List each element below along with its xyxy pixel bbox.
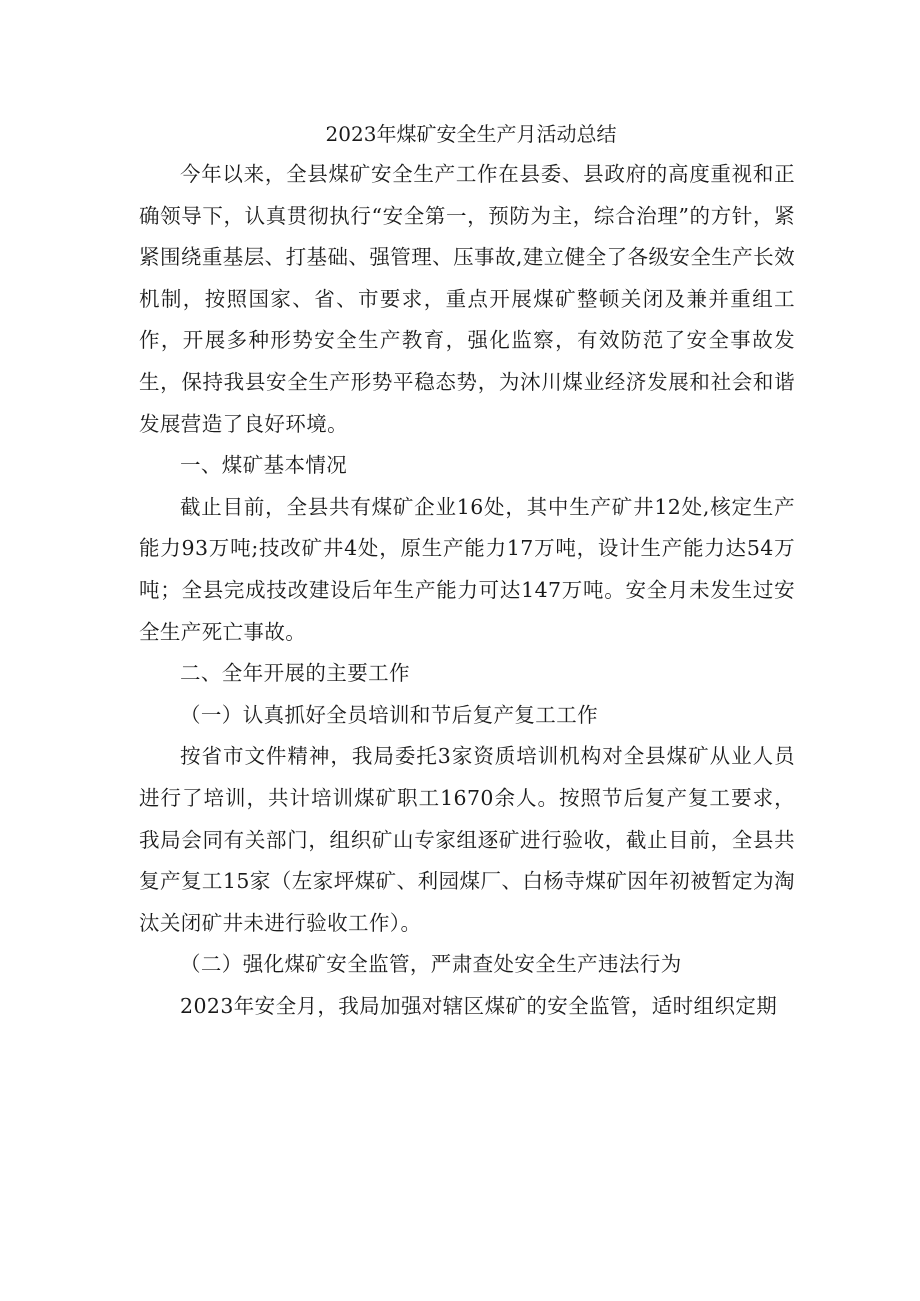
subsection-2-paragraph: 2023年安全月，我局加强对辖区煤矿的安全监管，适时组织定期 xyxy=(180,993,778,1018)
subsection-1-paragraph: 按省市文件精神，我局委托3家资质培训机构对全县煤矿从业人员进行了培训，共计培训煤矿职工1670余人。按照节后复产复工要求，我局会同有关部门，组织矿山专家组逐矿进行验收，截止目前，全县共复产复工15家（左家坪煤矿、利园煤厂、白杨寺煤矿因年初被暂定为淘汰关闭矿井未进行验收工作）。 xyxy=(139,744,795,935)
subsection-heading-1: （一）认真抓好全员培训和节后复产复工工作 xyxy=(180,702,598,727)
section-heading-1: 一、煤矿基本情况 xyxy=(180,453,348,478)
section-1-paragraph: 截止目前，全县共有煤矿企业16处，其中生产矿井12处,核定生产能力93万吨;技改矿井4处，原生产能力17万吨，设计生产能力达54万吨；全县完成技改建设后年生产能力可达147万吨。安全月未发生过安全生产死亡事故。 xyxy=(139,494,795,644)
document-body xyxy=(139,114,795,1027)
subsection-heading-2: （二）强化煤矿安全监管，严肃查处安全生产违法行为 xyxy=(180,952,682,977)
section-heading-2: 二、全年开展的主要工作 xyxy=(180,661,410,686)
document-title: 2023年煤矿安全生产月活动总结 xyxy=(325,122,617,146)
intro-paragraph: 今年以来，全县煤矿安全生产工作在县委、县政府的高度重视和正确领导下，认真贯彻执行“安全第一，预防为主，综合治理”的方针，紧紧围绕重基层、打基础、强管理、压事故,建立健全了各级安全生产长效机制，按照国家、省、市要求，重点开展煤矿整顿关闭及兼并重组工作，开展多种形势安全生产教育，强化监察，有效防范了安全事故发生，保持我县安全生产形势平稳态势，为沐川煤业经济发展和社会和谐发展营造了良好环境。 xyxy=(139,162,795,436)
